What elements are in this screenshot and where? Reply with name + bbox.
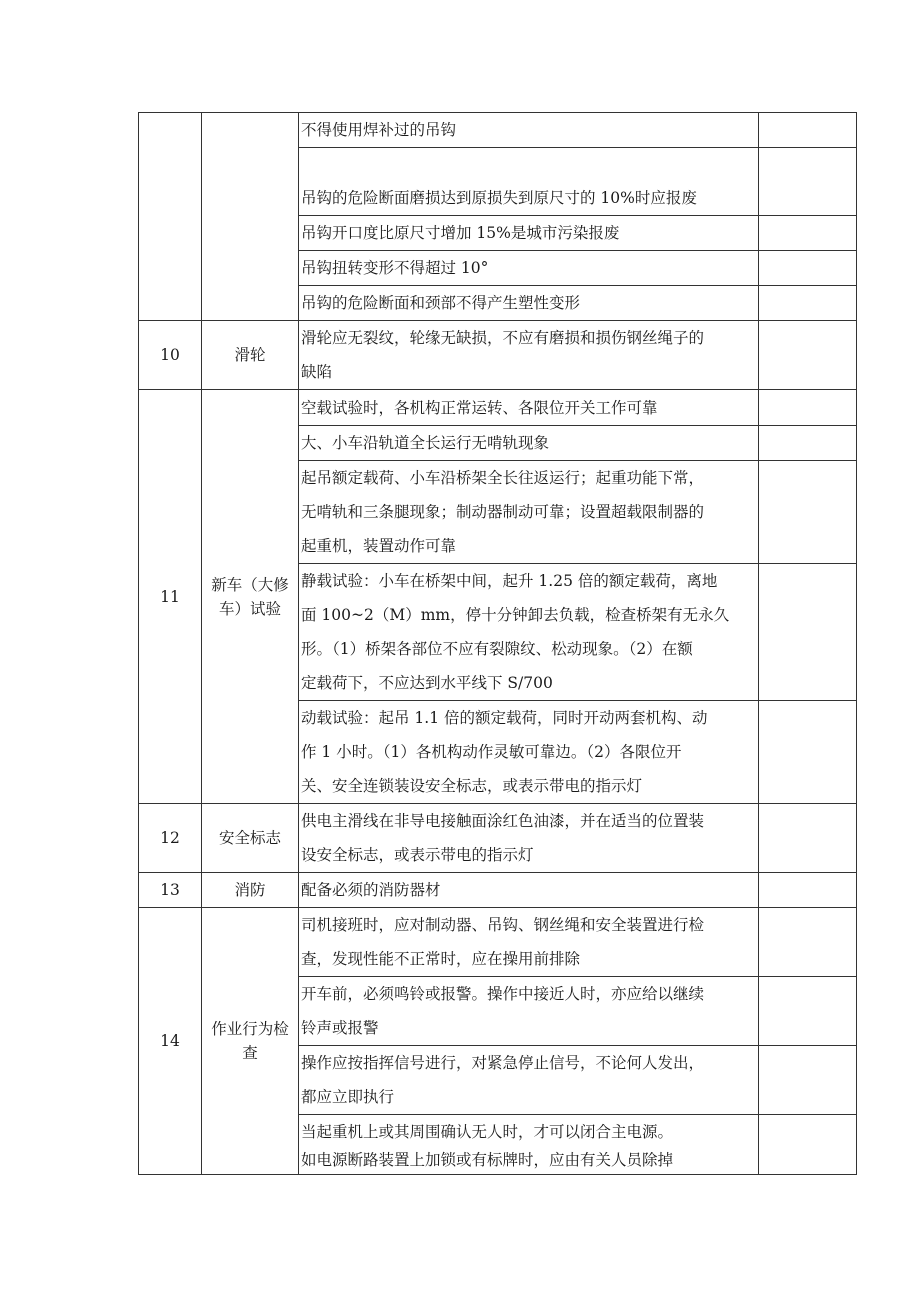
requirement-text: 缺陷 [301,363,333,381]
requirement-cell [299,873,759,908]
number-cell: 12 [139,804,202,873]
result-cell [759,1115,857,1175]
item-label-line: 车）试验 [218,599,281,618]
table-row [139,804,857,873]
requirement-cell [299,908,759,977]
requirement-text: 开车前，必须鸣铃或报警。操作中接近人时，亦应给以继续 [301,985,705,1003]
result-cell [759,1046,857,1115]
requirement-cell [299,251,759,286]
item-label-line: 作业行为检 [211,1020,289,1038]
result-cell [759,873,857,908]
requirement-cell [299,148,759,216]
requirement-text: 司机接班时，应对制动器、吊钩、钢丝绳和安全装置进行检 [301,916,705,934]
number-cell: 10 [139,321,202,390]
number-cell: 11 [139,390,202,804]
item-cell: 安全标志 [202,804,299,873]
requirement-text: 作 1 小时。（1）各机构动作灵敏可靠边。（2）各限位开 [301,743,682,761]
requirement-cell [299,701,759,804]
requirement-text: 操作应按指挥信号进行，对紧急停止信号，不论何人发出， [301,1054,705,1072]
requirement-text: 形。（1）桥架各部位不应有裂隙纹、松动现象。（2）在额 [301,640,693,658]
requirement-text: 不得使用焊补过的吊钩 [301,121,457,139]
requirement-cell [299,113,759,148]
requirement-text: 吊钩扭转变形不得超过 10° [301,259,489,277]
result-cell [759,701,857,804]
requirement-text: 空载试验时，各机构正常运转、各限位开关工作可靠 [301,399,658,417]
result-cell [759,148,857,216]
requirement-text: 配备必须的消防器材 [301,881,441,899]
table-row [139,321,857,390]
inspection-table [138,112,857,1175]
requirement-text: 动载试验：起吊 1.1 倍的额定载荷，同时开动两套机构、动 [301,709,708,727]
table-row [139,390,857,426]
requirement-cell [299,564,759,701]
result-cell [759,426,857,461]
requirement-cell [299,804,759,873]
requirement-text: 铃声或报警 [301,1019,379,1037]
result-cell [759,113,857,148]
requirement-text: 滑轮应无裂纹，轮缘无缺损，不应有磨损和损伤钢丝绳子的 [301,329,705,347]
requirement-cell [299,390,759,426]
table-row [139,908,857,977]
result-cell [759,286,857,321]
item-cell: 消防 [202,873,299,908]
requirement-text: 起重机，装置动作可靠 [301,537,457,555]
result-cell [759,977,857,1046]
result-cell [759,216,857,251]
requirement-text: 面 100~2（M）mm，停十分钟卸去负载，检查桥架有无永久 [301,606,730,624]
result-cell [759,564,857,701]
requirement-text: 静载试验：小车在桥架中间，起升 1.25 倍的额定载荷，离地 [301,572,718,590]
requirement-cell [299,461,759,564]
result-cell [759,251,857,286]
requirement-cell [299,286,759,321]
item-cell [202,908,299,1175]
requirement-text: 无啃轨和三条腿现象；制动器制动可靠；设置超载限制器的 [301,503,705,521]
item-cell [202,390,299,804]
result-cell [759,908,857,977]
item-label-line: 新车（大修 [211,575,289,594]
requirement-cell [299,1046,759,1115]
requirement-text: 设安全标志，或表示带电的指示灯 [301,846,534,864]
requirement-text: 供电主滑线在非导电接触面涂红色油漆，并在适当的位置装 [301,812,705,830]
requirement-text: 当起重机上或其周围确认无人时，才可以闭合主电源。 [301,1123,674,1141]
number-cell: 14 [139,908,202,1175]
item-label-line: 查 [242,1044,258,1062]
requirement-text: 都应立即执行 [301,1088,395,1106]
result-cell [759,390,857,426]
result-cell [759,461,857,564]
requirement-cell [299,426,759,461]
requirement-text: 吊钩开口度比原尺寸增加 15%是城市污染报废 [301,224,620,242]
result-cell [759,321,857,390]
table-row [139,113,857,148]
requirement-text: 吊钩的危险断面和颈部不得产生塑性变形 [301,294,581,312]
item-cell: 滑轮 [202,321,299,390]
result-cell [759,804,857,873]
requirement-cell [299,977,759,1046]
table-row [139,873,857,908]
requirement-text: 起吊额定载荷、小车沿桥架全长往返运行；起重功能下常， [301,469,705,487]
number-cell: 13 [139,873,202,908]
requirement-cell [299,1115,759,1175]
item-cell [202,113,299,321]
requirement-text: 如电源断路装置上加锁或有标牌时，应由有关人员除掉 [301,1151,674,1169]
requirement-text: 吊钩的危险断面磨损达到原损失到原尺寸的 10%时应报废 [301,189,697,207]
requirement-text: 大、小车沿轨道全长运行无啃轨现象 [301,434,550,452]
requirement-cell [299,321,759,390]
requirement-text: 查，发现性能不正常时，应在操用前排除 [301,950,581,968]
requirement-text: 关、安全连锁装设安全标志，或表示带电的指示灯 [301,777,643,795]
number-cell [139,113,202,321]
requirement-text: 定载荷下，不应达到水平线下 S/700 [301,674,553,692]
requirement-cell [299,216,759,251]
